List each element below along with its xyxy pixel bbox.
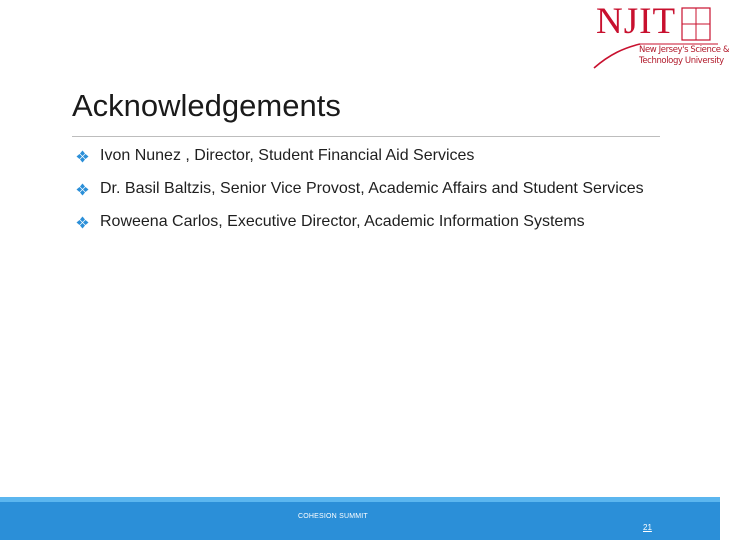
diamond-bullet-icon bbox=[76, 216, 89, 229]
logo-tagline-line2: Technology University bbox=[639, 56, 724, 66]
slide-title: Acknowledgements bbox=[72, 88, 341, 123]
logo-tagline bbox=[639, 45, 729, 67]
title-divider bbox=[72, 136, 660, 137]
diamond-bullet-icon bbox=[76, 183, 89, 196]
diamond-bullet-icon bbox=[76, 150, 89, 163]
bullet-item bbox=[76, 146, 676, 166]
footer-bar bbox=[0, 497, 720, 540]
page-number: 21 bbox=[643, 523, 652, 532]
bullet-text: Ivon Nunez , Director, Student Financial Aid Services bbox=[100, 147, 475, 164]
bullet-text: Dr. Basil Baltzis, Senior Vice Provost, Academic Affairs and Student Services bbox=[100, 180, 644, 197]
bullet-text: Roweena Carlos, Executive Director, Academic Information Systems bbox=[100, 213, 585, 230]
footer-label: COHESION SUMMIT bbox=[298, 513, 368, 520]
logo-tagline-line1: New Jersey's Science & bbox=[639, 45, 729, 55]
footer-highlight bbox=[0, 497, 720, 502]
njit-logo bbox=[588, 1, 729, 74]
bullet-list bbox=[76, 146, 676, 232]
logo-wordmark: NJIT bbox=[596, 1, 677, 42]
bullet-item bbox=[76, 212, 676, 232]
bullet-item bbox=[76, 179, 676, 199]
